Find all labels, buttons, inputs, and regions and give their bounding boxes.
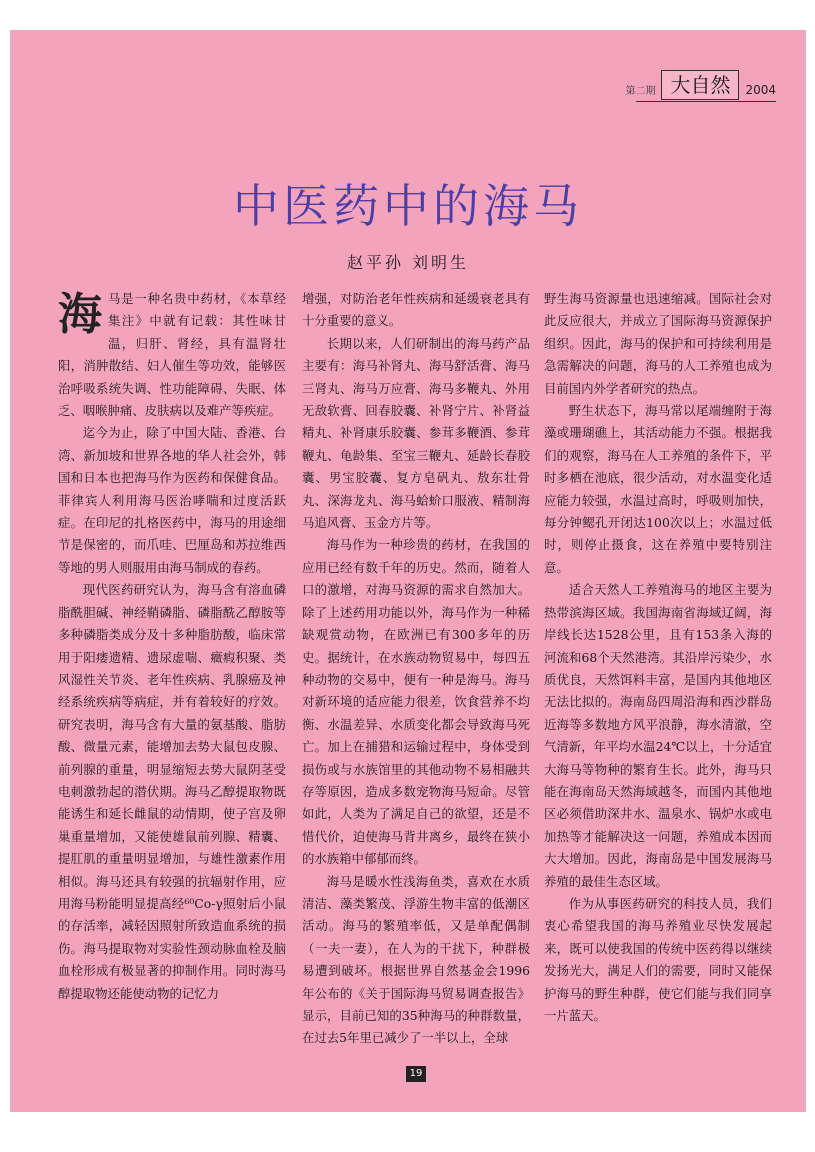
- drop-cap: 海: [58, 289, 102, 340]
- paragraph: 长期以来，人们研制出的海马药产品主要有：海马补肾丸、海马舒活膏、海马三肾丸、海马万应膏、海马多鞭丸、外用无敌软膏、回春胶囊、补肾宁片、补肾益精丸、补肾康乐胶囊、参茸多鞭酒、参茸鞭丸、龟龄集、至宝三鞭丸、延龄长春胶囊、男宝胶囊、复方皂矾丸、敖东壮骨丸、深海龙丸、海马蛤蚧口服液、精制海马追风膏、玉金方片等。: [302, 335, 530, 531]
- paragraph: 海马作为一种珍贵的药材，在我国的应用已经有数千年的历史。然而，随着人口的激增，对海马资源的需求自然加大。除了上述药用功能以外，海马作为一种稀缺观赏动物，在欧洲已有300多年的历史。据统计，在水族动物贸易中，每四五种动物的交易中，便有一种是海马。海马对新环境的适应能力很差，饮食营养不均衡、水温差异、水质变化都会导致海马死亡。加上在捕猎和运输过程中，身体受到损伤或与水族馆里的其他动物不易相融共存等原因，造成多数宠物海马短命。尽管如此，人类为了满足自己的欲望，还是不惜代价，迫使海马背井离乡，最终在狭小的水族箱中郁郁而终。: [302, 537, 530, 867]
- paragraph: 作为从事医药研究的科技人员，我们衷心希望我国的海马养殖业尽快发展起来，既可以使我国的传统中医药得以继续发扬光大，满足人们的需要，同时又能保护海马的野生种群，使它们能与我们同享一片蓝天。: [544, 895, 772, 1023]
- paragraph: 现代医药研究认为，海马含有溶血磷脂酰胆碱、神经鞘磷脂、磷脂酰乙醇胺等多种磷脂类成分及十多种脂肪酸，临床常用于阳痿遗精、遗尿虚喘、癥瘕积聚、类风湿性关节炎、老年性疾病、乳腺癌及神经系统疾病等病症，并有着较好的疗效。研究表明，海马含有大量的氨基酸、脂肪酸、微量元素，能增加去势大鼠包皮腺、前列腺的重量，明显缩短去势大鼠阴茎受电刺激勃起的潜伏期。海马乙醇提取物既能诱生和延长雌鼠的动情期，使子宫及卵巢重量增加，又能使雄鼠前列腺、精囊、提肛肌的重量明显增加，与雄性激素作用相似。海马还具有较强的抗辐射作用，应用海马粉能明显提高经⁶⁰Co-γ照射后小鼠的存活率，减轻因照射所致造血系统的损伤。海马提取物对实验性颈动脉血栓及脑血栓形成有极显著的抑制作用。同时海马醇提取物还能使动物的记忆力: [58, 582, 286, 1001]
- header-rule: [636, 101, 776, 102]
- paragraph: 野生海马资源量也迅速缩减。国际社会对此反应很大，并成立了国际海马资源保护组织。因此，海马的保护和可持续利用是急需解决的问题，海马的人工养殖也成为目前国内外学者研究的热点。: [544, 291, 772, 396]
- paragraph: [58, 288, 286, 422]
- page-background: [10, 30, 806, 1112]
- paragraph: 海马是暖水性浅海鱼类，喜欢在水质清洁、藻类繁茂、浮游生物丰富的低潮区活动。海马的繁殖率低，又是单配偶制（一夫一妻），在人为的干扰下，种群极易遭到破坏。根据世界自然基金会1996年公布的《关于国际海马贸易调查报告》显示，目前已知的35种海马的种群数量，在过去5年里已减少了一半以上，全球: [302, 873, 530, 1046]
- magazine-header: [625, 70, 776, 100]
- page-number: 19: [406, 1066, 426, 1082]
- issue-label: 第二期: [625, 86, 656, 97]
- year-label: 2004: [745, 83, 776, 97]
- paragraph-text: 马是一种名贵中药材，《本草经集注》中就有记载：其性味甘温，归肝、肾经，具有温肾壮阳，消肿散结、妇人催生等功效，能够医治呼吸系统失调、性功能障碍、失眠、体乏、咽喉肿痛、皮肤病以及难产等疾症。: [58, 291, 286, 419]
- paragraph: 适合天然人工养殖海马的地区主要为热带滨海区域。我国海南省海域辽阔，海岸线长达1528公里，且有153条入海的河流和68个天然港湾。其沿岸污染少，水质优良，天然饵料丰富，是国内其他地区无法比拟的。海南岛四周沿海和西沙群岛近海等多数地方风平浪静，海水清澈，空气清新，年平均水温24℃以上，十分适宜大海马等物种的繁育生长。此外，海马只能在海南岛天然海域越冬，而国内其他地区必须借助深井水、温泉水、锅炉水或电加热等才能解决这一问题，养殖成本因而大大增加。因此，海南岛是中国发展海马养殖的最佳生态区域。: [544, 582, 772, 889]
- text-column-2: [302, 288, 530, 1050]
- magazine-name: 大自然: [661, 70, 739, 100]
- article-title: 中医药中的海马: [233, 179, 583, 233]
- paragraph: 增强，对防治老年性疾病和延缓衰老具有十分重要的意义。: [302, 291, 530, 329]
- paragraph: 迄今为止，除了中国大陆、香港、台湾、新加坡和世界各地的华人社会外，韩国和日本也把海马作为医药和保健食品。菲律宾人利用海马医治哮喘和过度活跃症。在印尼的扎格医药中，海马的用途细节是保密的，而爪哇、巴厘岛和苏拉维西等地的男人则服用由海马制成的春药。: [58, 425, 286, 575]
- paragraph: 野生状态下，海马常以尾端缠附于海藻或珊瑚礁上，其活动能力不强。根据我们的观察，海马在人工养殖的条件下，平时多栖在池底，很少活动，对水温变化适应能力较强，水温过高时，呼吸则加快，每分钟鳃孔开闭达100次以上；水温过低时，则停止摄食，这在养殖中要特别注意。: [544, 403, 772, 575]
- article-authors: 赵平孙 刘明生: [346, 253, 470, 272]
- text-column-3: [544, 288, 772, 1027]
- text-column-1: [58, 288, 286, 1005]
